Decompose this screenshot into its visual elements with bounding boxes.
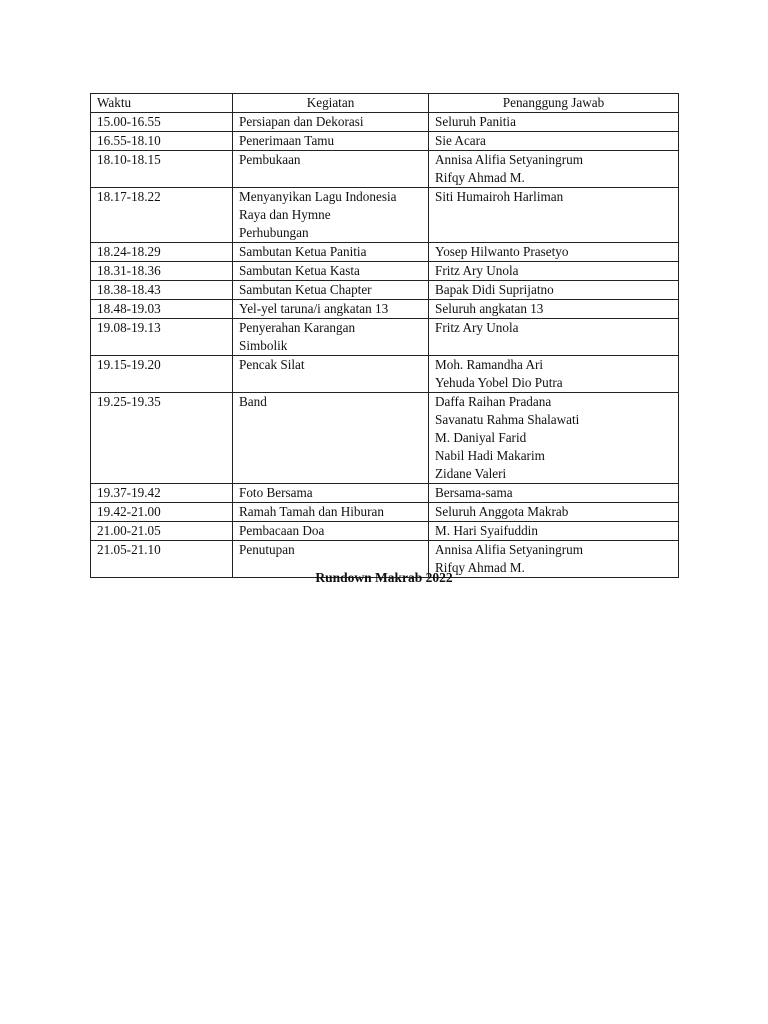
rundown-table (90, 93, 679, 578)
person-line: Fritz Ary Unola (435, 263, 519, 278)
cell-time: 21.05-21.10 (91, 541, 233, 578)
table-row (91, 188, 679, 243)
cell-activity (233, 503, 429, 522)
activity-line: Penerimaan Tamu (239, 133, 335, 148)
activity-line: Penyerahan Karangan (239, 320, 356, 335)
person-line: Seluruh angkatan 13 (435, 301, 544, 316)
table-row (91, 113, 679, 132)
activity-line: Band (239, 394, 267, 409)
person-line: Rifqy Ahmad M. (435, 170, 525, 185)
person-line: Annisa Alifia Setyaningrum (435, 542, 583, 557)
cell-person (429, 393, 679, 484)
cell-time: 18.17-18.22 (91, 188, 233, 243)
cell-time: 18.24-18.29 (91, 243, 233, 262)
activity-line: Perhubungan (239, 225, 309, 240)
person-line: Bapak Didi Suprijatno (435, 282, 554, 297)
cell-person (429, 356, 679, 393)
activity-line: Pembacaan Doa (239, 523, 325, 538)
activity-line: Sambutan Ketua Panitia (239, 244, 367, 259)
activity-line: Penutupan (239, 542, 295, 557)
cell-time: 15.00-16.55 (91, 113, 233, 132)
cell-activity (233, 319, 429, 356)
cell-time: 19.37-19.42 (91, 484, 233, 503)
activity-line: Ramah Tamah dan Hiburan (239, 504, 384, 519)
table-row (91, 262, 679, 281)
activity-line: Yel-yel taruna/i angkatan 13 (239, 301, 389, 316)
table-row (91, 356, 679, 393)
cell-activity (233, 262, 429, 281)
person-line: Savanatu Rahma Shalawati (435, 412, 580, 427)
activity-line: Raya dan Hymne (239, 207, 331, 222)
activity-line: Sambutan Ketua Kasta (239, 263, 360, 278)
table-caption: Rundown Makrab 2022 (315, 570, 453, 585)
cell-person (429, 503, 679, 522)
cell-activity (233, 132, 429, 151)
table-row (91, 151, 679, 188)
header-activity: Kegiatan (233, 94, 429, 113)
cell-person (429, 522, 679, 541)
header-time: Waktu (91, 94, 233, 113)
cell-time: 21.00-21.05 (91, 522, 233, 541)
header-person: Penanggung Jawab (429, 94, 679, 113)
table-row (91, 319, 679, 356)
table-header-row (91, 94, 679, 113)
table-row (91, 522, 679, 541)
person-line: Nabil Hadi Makarim (435, 448, 545, 463)
cell-time: 16.55-18.10 (91, 132, 233, 151)
person-line: Seluruh Anggota Makrab (435, 504, 569, 519)
cell-activity (233, 484, 429, 503)
person-line: Seluruh Panitia (435, 114, 516, 129)
activity-line: Pencak Silat (239, 357, 305, 372)
table-body (91, 113, 679, 578)
cell-person (429, 262, 679, 281)
person-line: Daffa Raihan Pradana (435, 394, 552, 409)
table-row (91, 503, 679, 522)
activity-line: Simbolik (239, 338, 288, 353)
cell-time: 18.38-18.43 (91, 281, 233, 300)
cell-time: 19.25-19.35 (91, 393, 233, 484)
cell-person (429, 132, 679, 151)
cell-time: 19.15-19.20 (91, 356, 233, 393)
person-line: Fritz Ary Unola (435, 320, 519, 335)
cell-person (429, 281, 679, 300)
cell-person (429, 484, 679, 503)
cell-person (429, 319, 679, 356)
activity-line: Persiapan dan Dekorasi (239, 114, 364, 129)
table-row (91, 484, 679, 503)
cell-activity (233, 243, 429, 262)
cell-time: 18.48-19.03 (91, 300, 233, 319)
person-line: Yehuda Yobel Dio Putra (435, 375, 563, 390)
table-row (91, 281, 679, 300)
person-line: M. Daniyal Farid (435, 430, 527, 445)
table-row (91, 243, 679, 262)
cell-activity (233, 113, 429, 132)
activity-line: Menyanyikan Lagu Indonesia (239, 189, 397, 204)
cell-activity (233, 300, 429, 319)
person-line: Sie Acara (435, 133, 486, 148)
activity-line: Pembukaan (239, 152, 301, 167)
person-line: M. Hari Syaifuddin (435, 523, 538, 538)
cell-person (429, 300, 679, 319)
cell-activity (233, 393, 429, 484)
cell-time: 18.10-18.15 (91, 151, 233, 188)
cell-person (429, 243, 679, 262)
cell-person (429, 188, 679, 243)
cell-activity (233, 188, 429, 243)
activity-line: Foto Bersama (239, 485, 313, 500)
cell-person (429, 113, 679, 132)
person-line: Annisa Alifia Setyaningrum (435, 152, 583, 167)
person-line: Zidane Valeri (435, 466, 507, 481)
cell-time: 19.42-21.00 (91, 503, 233, 522)
person-line: Rifqy Ahmad M. (435, 560, 525, 575)
cell-time: 18.31-18.36 (91, 262, 233, 281)
table-row (91, 132, 679, 151)
table-row (91, 300, 679, 319)
cell-person (429, 151, 679, 188)
person-line: Siti Humairoh Harliman (435, 189, 564, 204)
person-line: Yosep Hilwanto Prasetyo (435, 244, 569, 259)
cell-activity (233, 356, 429, 393)
activity-line: Sambutan Ketua Chapter (239, 282, 372, 297)
cell-activity (233, 151, 429, 188)
table-row (91, 393, 679, 484)
cell-activity (233, 522, 429, 541)
cell-activity (233, 281, 429, 300)
person-line: Moh. Ramandha Ari (435, 357, 544, 372)
cell-time: 19.08-19.13 (91, 319, 233, 356)
person-line: Bersama-sama (435, 485, 513, 500)
